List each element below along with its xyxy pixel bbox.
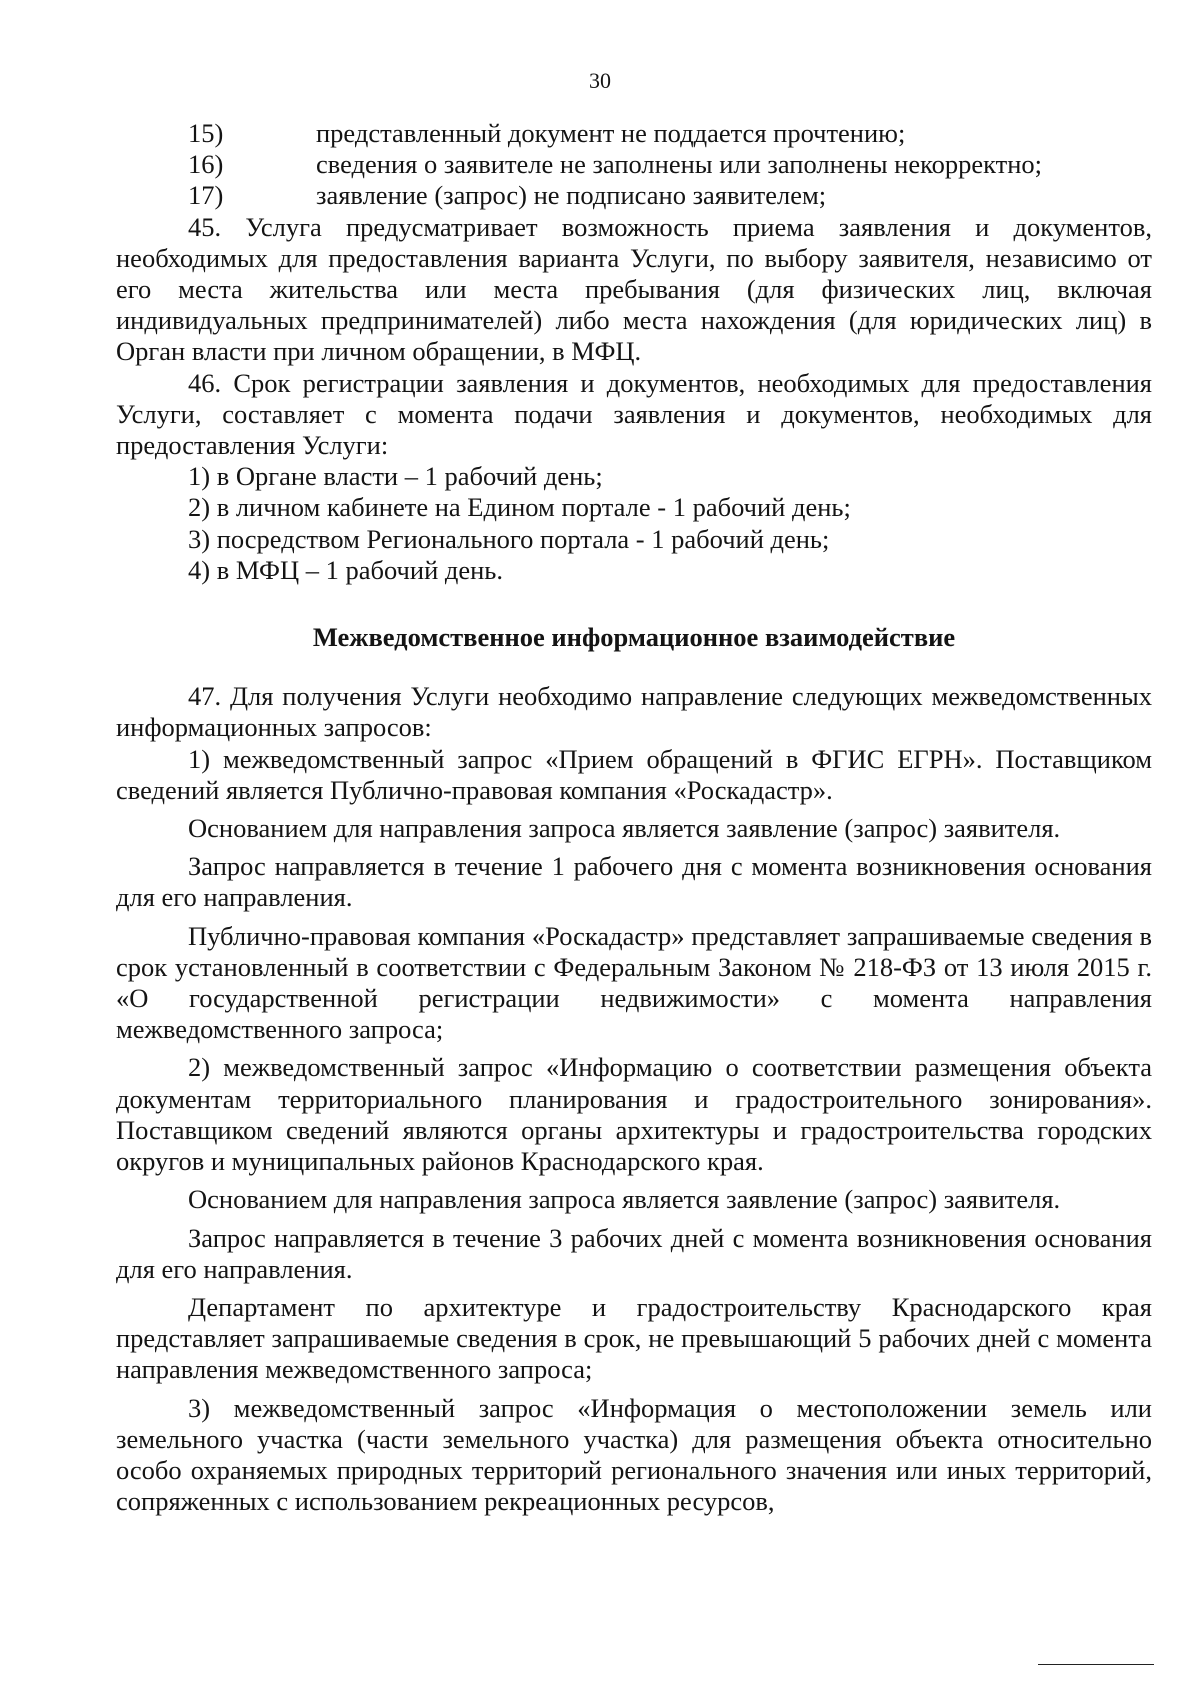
list-item-number: 16) (188, 149, 224, 180)
paragraph-47: 47. Для получения Услуги необходимо направление следующих межведомственных информационных запросов: (116, 681, 1152, 743)
section-heading: Межведомственное информационное взаимодействие (312, 622, 956, 653)
list-item-text: сведения о заявителе не заполнены или заполнены некорректно; (316, 149, 1043, 180)
list-item-number: 15) (188, 118, 224, 148)
request-2-basis: Основанием для направления запроса является заявление (запрос) заявителя. (188, 1184, 1061, 1215)
list-item-text: представленный документ не поддается прочтению; (316, 118, 906, 148)
request-1: 1) межведомственный запрос «Прием обращений в ФГИС ЕГРН». Поставщиком сведений является Публично-правовая компания «Роскадастр». (116, 743, 1152, 805)
registration-term-item: 4) в МФЦ – 1 рабочий день. (188, 554, 504, 585)
list-item (116, 180, 1152, 211)
paragraph-46: 46. Срок регистрации заявления и документов, необходимых для предоставления Услуги, составляет с момента подачи заявления и документов, необходимых для предоставления Услуги: (116, 367, 1152, 461)
request-2: 2) межведомственный запрос «Информацию о соответствии размещения объекта документам территориального планирования и градостроительного зонирования». Поставщиком сведений являются органы архитектуры и градостроительства городских округов и муниципальных районов Краснодарского края. (116, 1052, 1152, 1177)
list-item-text: заявление (запрос) не подписано заявителем; (316, 180, 827, 211)
request-2-timing: Запрос направляется в течение 3 рабочих дней с момента возникновения основания для его направления. (116, 1222, 1152, 1284)
registration-term-item: 2) в личном кабинете на Едином портале - 1 рабочий день; (188, 492, 851, 523)
request-1-timing: Запрос направляется в течение 1 рабочего дня с момента возникновения основания для его направления. (116, 851, 1152, 913)
request-2-response: Департамент по архитектуре и градостроительству Краснодарского края представляет запрашиваемые сведения в срок, не превышающий 5 рабочих дней с момента направления межведомственного запроса; (116, 1291, 1152, 1385)
document-body (116, 118, 1152, 1517)
request-1-basis: Основанием для направления запроса является заявление (запрос) заявителя. (188, 813, 1061, 844)
list-item (116, 118, 1152, 149)
registration-term-item: 1) в Органе власти – 1 рабочий день; (188, 461, 603, 492)
request-1-response: Публично-правовая компания «Роскадастр» представляет запрашиваемые сведения в срок установленный в соответствии с Федеральным Законом № 218-ФЗ от 13 июля 2015 г. «О государственной регистрации недвижимости» с момента направления межведомственного запроса; (116, 920, 1152, 1045)
paragraph-45: 45. Услуга предусматривает возможность приема заявления и документов, необходимых для предоставления варианта Услуги, по выбору заявителя, независимо от его места жительства или места пребывания (для физических лиц, включая индивидуальных предпринимателей) либо места нахождения (для юридических лиц) в Орган власти при личном обращении, в МФЦ. (116, 211, 1152, 367)
request-3: 3) межведомственный запрос «Информация о местоположении земель или земельного участка (части земельного участка) для размещения объекта относительно особо охраняемых природных территорий регионального значения или иных территорий, сопряженных с использованием рекреационных ресурсов, (116, 1392, 1152, 1517)
list-item-number: 17) (188, 180, 224, 211)
registration-term-item: 3) посредством Регионального портала - 1 рабочий день; (188, 523, 830, 554)
list-item (116, 149, 1152, 180)
page-number: 30 (589, 68, 611, 93)
footer-divider (1038, 1664, 1154, 1665)
